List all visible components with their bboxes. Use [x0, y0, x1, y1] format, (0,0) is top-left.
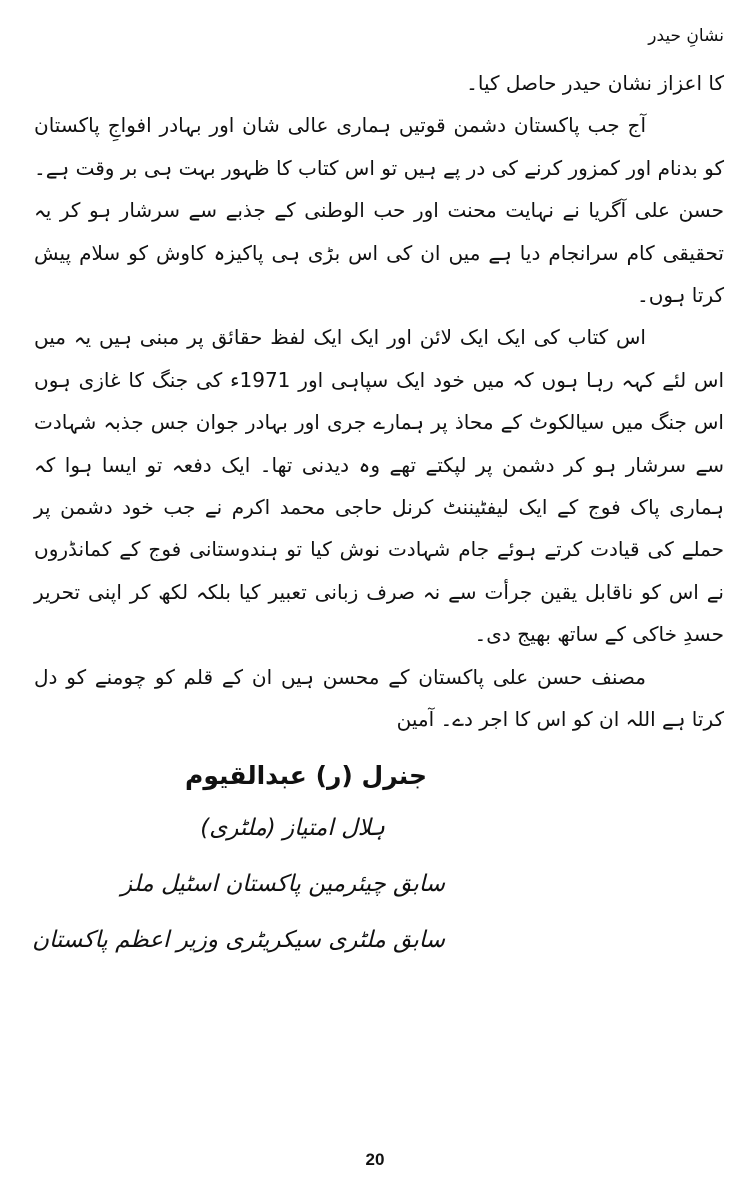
signatory-title: سابق چیئرمین پاکستان اسٹیل ملز — [121, 871, 445, 897]
body-text — [34, 62, 724, 741]
paragraph-continuation: کا اعزاز نشان حیدر حاصل کیا۔ — [466, 71, 724, 95]
paragraph: اس کتاب کی ایک ایک لائن اور ایک ایک لفظ حقائق پر مبنی ہیں یہ میں اس لئے کہہ رہا ہوں کہ میں خود ایک سپاہی اور 1971ء کی جنگ کا غازی ہوں اس جنگ میں سیالکوٹ کے محاذ پر ہمارے جری اور بہادر جوان جس جذبہ شہادت سے سرشار ہو کر دشمن پر لپکتے تھے وہ دیدنی تھا۔ ایک دفعہ تو ایسا ہوا کہ ہماری پاک فوج کے ایک لیفٹیننٹ کرنل حاجی محمد اکرم نے جب خود دشمن پر حملے کی قیادت کرتے ہوئے جام شہادت نوش کیا تو ہندوستانی فوج کے کمانڈروں نے اس کو ناقابل یقین جرأت سے نہ صرف زبانی تعبیر کیا بلکہ لکھ کر اپنی تحریر حسدِ خاکی کے ساتھ بھیج دی۔ — [34, 325, 725, 647]
signatory-title: سابق ملٹری سیکریٹری وزیر اعظم پاکستان — [32, 927, 445, 953]
page-number: 20 — [365, 1150, 385, 1169]
signatory-title: ہلال امتیاز (ملٹری) — [200, 815, 385, 841]
running-header: نشانِ حیدر — [648, 26, 724, 46]
paragraph: مصنف حسن علی پاکستان کے محسن ہیں ان کے قلم کو چومنے کو دل کرتا ہے اللہ ان کو اس کا اجر دے۔ آمین — [34, 664, 724, 732]
signature-block — [25, 752, 445, 968]
paragraph: آج جب پاکستان دشمن قوتیں ہماری عالی شان اور بہادر افواجِ پاکستان کو بدنام اور کمزور کرنے کی در پے ہیں تو اس کتاب کا ظہور بہت ہی بر وقت ہے۔ حسن علی آگریا نے نہایت محنت اور حب الوطنی کے جذبے سے سرشار ہو کر یہ تحقیقی کام سرانجام دیا ہے میں ان کی اس بڑی ہی پاکیزہ کاوش کو سلام پیش کرتا ہوں۔ — [34, 113, 724, 308]
signatory-name: جنرل (ر) عبدالقیوم — [185, 761, 427, 790]
